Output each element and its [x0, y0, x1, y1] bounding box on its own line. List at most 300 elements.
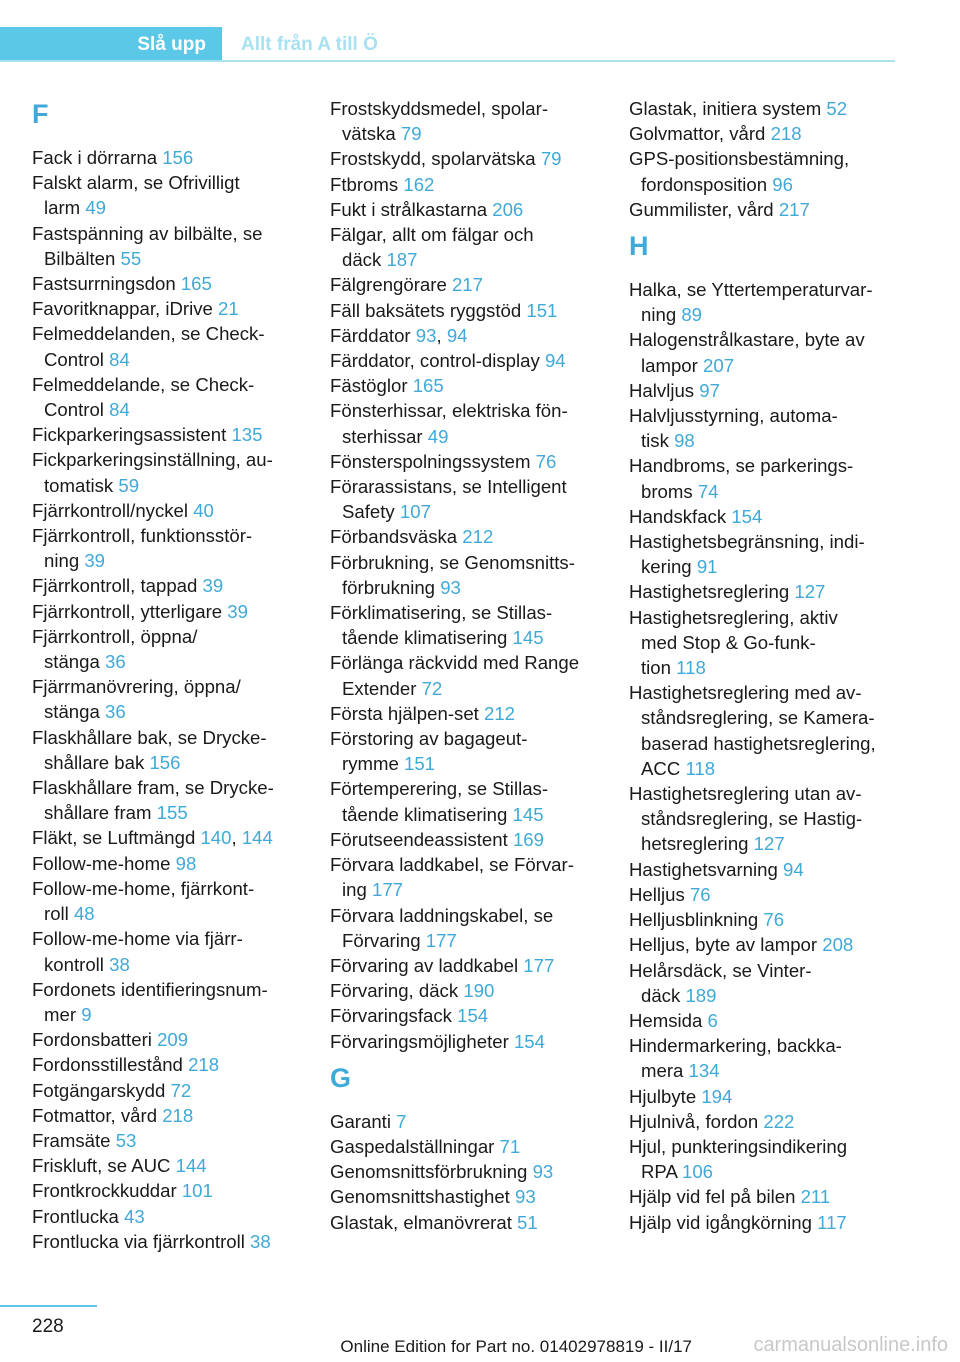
- page-ref-link[interactable]: 101: [181, 1180, 213, 1202]
- entry-text: Förtemperering, se Stillas-: [330, 778, 549, 800]
- index-entry: [32, 372, 300, 422]
- page-ref-link[interactable]: 55: [120, 247, 142, 269]
- entry-text: mer: [44, 1003, 82, 1025]
- page-ref-link[interactable]: 140: [200, 827, 232, 849]
- index-column-2: [330, 96, 598, 1235]
- index-entry: [330, 1159, 598, 1184]
- page-ref-link[interactable]: 40: [193, 499, 214, 521]
- entry-text: Hastighetsbegränsning, indi-: [629, 531, 865, 553]
- tab-sla-upp[interactable]: Slå upp: [0, 27, 222, 62]
- entry-text: Gummilister, vård: [629, 198, 779, 220]
- page-ref-link[interactable]: 177: [425, 929, 457, 951]
- entry-text: vätska: [342, 123, 401, 145]
- entry-text: Förvara laddningskabel, se: [330, 904, 554, 926]
- entry-text: GPS-positionsbestämning,: [629, 148, 850, 170]
- index-entry: [330, 373, 598, 398]
- index-entry: [330, 1134, 598, 1159]
- entry-text: Golvmattor, vård: [629, 123, 771, 145]
- entry-text: Hastighetsreglering: [629, 581, 795, 603]
- entry-text: lampor: [641, 354, 704, 376]
- index-entry: [32, 523, 300, 573]
- footer-rule: [0, 1305, 97, 1307]
- index-entry: [330, 524, 598, 549]
- index-entry: [32, 926, 300, 976]
- entry-text: Hjälp vid fel på bilen: [629, 1186, 801, 1208]
- index-entry: [330, 172, 598, 197]
- page-ref-link[interactable]: 117: [817, 1211, 847, 1233]
- entry-text: Frostskydd, spolarvätska: [330, 148, 541, 170]
- entry-text: Fickparkeringsinställning, au-: [32, 449, 273, 471]
- page-ref-link[interactable]: 190: [463, 980, 495, 1002]
- page-ref-link[interactable]: 154: [513, 1030, 545, 1052]
- entry-text: Frontlucka: [32, 1205, 124, 1227]
- page-ref-link[interactable]: 145: [512, 627, 544, 649]
- page-ref-link[interactable]: 177: [523, 954, 555, 976]
- entry-text: broms: [641, 480, 698, 502]
- entry-text: Helljus: [629, 883, 690, 905]
- entry-text: Follow-me-home, fjärrkont-: [32, 877, 255, 899]
- index-entry: [330, 197, 598, 222]
- page-ref-link[interactable]: 206: [492, 198, 524, 220]
- page-ref-link[interactable]: 156: [149, 751, 181, 773]
- page-ref-link[interactable]: 59: [118, 474, 140, 496]
- page-ref-link[interactable]: 84: [109, 399, 130, 421]
- index-entry: [330, 1029, 598, 1054]
- entry-text: däck: [342, 249, 387, 271]
- entry-text: Fjärrmanövrering, öppna/: [32, 676, 241, 698]
- page-ref-link[interactable]: 79: [400, 123, 422, 145]
- page-ref-link[interactable]: 36: [105, 651, 126, 673]
- page-ref-link[interactable]: 118: [685, 757, 716, 779]
- entry-text: Hastighetsvarning: [629, 858, 783, 880]
- page-ref-link[interactable]: 144: [241, 827, 273, 849]
- index-entry: [330, 474, 598, 524]
- page-ref-link[interactable]: 36: [105, 701, 126, 723]
- page-ref-link[interactable]: 94: [446, 324, 468, 346]
- page-ref-link[interactable]: 165: [412, 375, 444, 397]
- index-entry: Fläkt, se Luftmängd 140, 144: [32, 827, 273, 849]
- entry-text: Hjul, punkteringsindikering: [629, 1135, 848, 1157]
- entry-text: Förvara laddkabel, se Förvar-: [330, 854, 574, 876]
- index-entry: [330, 852, 598, 902]
- entry-text: Halka, se Yttertemperaturvar-: [629, 279, 873, 301]
- index-entry: [330, 726, 598, 776]
- entry-text: Safety: [342, 501, 400, 523]
- watermark: carmanualsonline.info: [753, 1334, 948, 1356]
- entry-text: Framsäte: [32, 1129, 116, 1151]
- index-entry: [330, 827, 598, 852]
- index-entry: [629, 96, 897, 121]
- page-ref-link[interactable]: 162: [403, 173, 435, 195]
- page-ref-link[interactable]: 151: [526, 299, 558, 321]
- page-ref-link[interactable]: 145: [512, 803, 544, 825]
- entry-text: Fästöglor: [330, 375, 413, 397]
- entry-text: ing: [342, 879, 372, 901]
- index-entry: [629, 504, 897, 529]
- index-entry: [32, 145, 300, 170]
- page-ref-link[interactable]: 72: [421, 677, 443, 699]
- page-ref-link[interactable]: 154: [731, 505, 763, 527]
- entry-text: Control: [44, 399, 110, 421]
- index-entry: [330, 1210, 598, 1235]
- page-ref-link[interactable]: 209: [157, 1029, 189, 1051]
- page-ref-link[interactable]: 39: [227, 600, 248, 622]
- index-entry: [629, 857, 897, 882]
- index-entry: [629, 121, 897, 146]
- page-ref-link[interactable]: 84: [109, 348, 130, 370]
- page-ref-link[interactable]: 107: [399, 501, 431, 523]
- page-ref-link[interactable]: 127: [753, 833, 785, 855]
- entry-text: Fjärrkontroll, tappad: [32, 575, 203, 597]
- page-ref-link[interactable]: 211: [800, 1186, 831, 1208]
- index-entry: [629, 907, 897, 932]
- entry-text: kering: [641, 556, 697, 578]
- page-ref-link[interactable]: 43: [123, 1205, 145, 1227]
- entry-text: Hjälp vid igångkörning: [629, 1211, 818, 1233]
- page-ref-link[interactable]: 156: [162, 147, 194, 168]
- index-entry: [32, 624, 300, 674]
- index-entry: [629, 958, 897, 1008]
- page-ref-link[interactable]: 106: [682, 1161, 714, 1183]
- entry-text: Fordonets identifieringsnum-: [32, 978, 268, 1000]
- entry-text: Färddator, control-display: [330, 350, 545, 372]
- entry-text: förbrukning: [342, 576, 441, 598]
- index-entry: [32, 1128, 300, 1153]
- page-ref-link[interactable]: 7: [396, 1110, 407, 1132]
- page-ref-link[interactable]: 76: [535, 450, 557, 472]
- entry-text: ACC: [641, 757, 686, 779]
- index-entry: [330, 222, 598, 272]
- index-entry: [330, 550, 598, 600]
- index-entry: [32, 851, 300, 876]
- entry-text: tående klimatisering: [342, 803, 513, 825]
- entry-text: Gaspedalställningar: [330, 1135, 500, 1157]
- page-ref-link[interactable]: 74: [697, 480, 719, 502]
- entry-text: tående klimatisering: [342, 627, 513, 649]
- index-entry: [629, 1210, 897, 1235]
- entry-text: Fordonsbatteri: [32, 1029, 158, 1051]
- entry-text: ning: [641, 304, 682, 326]
- entry-text: Hjulnivå, fordon: [629, 1110, 764, 1132]
- section-letter: G: [330, 1062, 352, 1093]
- page-ref-link[interactable]: 127: [794, 581, 826, 603]
- page-ref-link[interactable]: 93: [515, 1186, 536, 1208]
- index-entry: [32, 221, 300, 271]
- page-ref-link[interactable]: 217: [778, 198, 810, 220]
- index-entry: [629, 197, 897, 222]
- index-entry: [32, 1078, 300, 1103]
- entry-text: Frontlucka via fjärrkontroll: [32, 1230, 251, 1252]
- entry-text: Flaskhållare fram, se Drycke-: [32, 777, 274, 799]
- index-entry: [629, 680, 897, 781]
- entry-text: shållare bak: [44, 751, 150, 773]
- index-entry: [32, 1204, 300, 1229]
- entry-text: Fjärrkontroll, ytterligare: [32, 600, 228, 622]
- entry-text: Fjärrkontroll, funktionsstör-: [32, 525, 253, 547]
- entry-text: mera: [641, 1060, 689, 1082]
- index-entry: [32, 775, 300, 825]
- index-entry: [330, 953, 598, 978]
- entry-text: tisk: [641, 430, 675, 452]
- entry-text: Fotmattor, vård: [32, 1104, 163, 1126]
- entry-text: Fläkt, se Luftmängd: [32, 827, 201, 849]
- page-ref-link[interactable]: 217: [451, 274, 483, 296]
- page-ref-link[interactable]: 94: [783, 858, 804, 880]
- index-entry: [330, 1003, 598, 1028]
- entry-text: Handbroms, se parkerings-: [629, 455, 854, 477]
- entry-text: Förutseendeassistent: [330, 828, 513, 850]
- index-entry: [629, 277, 897, 327]
- page-ref-link[interactable]: 48: [73, 903, 95, 925]
- edition-note: Online Edition for Part no. 01402978819 - II/17: [340, 1337, 692, 1356]
- entry-text: Fukt i strålkastarna: [330, 198, 493, 220]
- page-ref-link[interactable]: 144: [175, 1155, 207, 1177]
- page-ref-link[interactable]: 98: [674, 430, 695, 452]
- page-ref-link[interactable]: 38: [250, 1230, 271, 1252]
- index-entry: [330, 298, 598, 323]
- page-ref-link[interactable]: 79: [540, 148, 562, 170]
- entry-text: ståndsreglering, se Kamera-: [641, 707, 875, 729]
- page-ref-link[interactable]: 207: [703, 354, 735, 376]
- index-entry: [32, 1178, 300, 1203]
- entry-text: Falskt alarm, se Ofrivilligt: [32, 172, 240, 194]
- index-entry: [330, 146, 598, 171]
- index-entry: [330, 903, 598, 953]
- header-nav: [0, 27, 895, 61]
- index-entry: [629, 605, 897, 681]
- page-ref-link[interactable]: 39: [202, 575, 224, 597]
- page-ref-link[interactable]: 187: [386, 249, 418, 271]
- entry-text: Fotgängarskydd: [32, 1079, 171, 1101]
- entry-text: med Stop & Go-funk-: [641, 631, 816, 653]
- index-entry: [32, 977, 300, 1027]
- index-entry: [32, 1052, 300, 1077]
- index-entry: [330, 776, 598, 826]
- page-ref-link[interactable]: 53: [115, 1129, 137, 1151]
- entry-text: Förarassistans, se Intelligent: [330, 476, 567, 498]
- page-ref-link[interactable]: 169: [512, 828, 544, 850]
- entry-text: Flaskhållare bak, se Drycke-: [32, 726, 267, 748]
- entry-text: fordonsposition: [641, 173, 773, 195]
- entry-text: larm: [44, 197, 86, 219]
- page-ref-link[interactable]: 154: [457, 1005, 489, 1027]
- index-entry: [330, 1109, 598, 1134]
- index-entry: [32, 1027, 300, 1052]
- entry-text: Hindermarkering, backka-: [629, 1035, 842, 1057]
- tab-allt-fran-a-till-o[interactable]: Allt från A till Ö: [241, 33, 378, 55]
- entry-text: RPA: [641, 1161, 682, 1183]
- entry-text: Bilbälten: [44, 247, 121, 269]
- index-entry: [330, 701, 598, 726]
- page-ref-link[interactable]: 97: [699, 379, 720, 401]
- page-ref-link[interactable]: 93: [532, 1161, 554, 1183]
- page-ref-link[interactable]: 134: [688, 1060, 720, 1082]
- page-ref-link[interactable]: 165: [180, 273, 212, 295]
- index-entry: [629, 1008, 897, 1033]
- entry-text: Garanti: [330, 1110, 397, 1132]
- entry-text: Glastak, initiera system: [629, 98, 827, 119]
- entry-text: Fordonsstillestånd: [32, 1054, 189, 1076]
- page-ref-link[interactable]: 39: [84, 550, 106, 572]
- index-entry: [629, 403, 897, 453]
- entry-text: Genomsnittshastighet: [330, 1186, 516, 1208]
- page-ref-link[interactable]: 6: [707, 1009, 718, 1031]
- entry-text: Förklimatisering, se Stillas-: [330, 602, 553, 624]
- page-ref-link[interactable]: 118: [676, 657, 706, 679]
- page-ref-link[interactable]: 218: [162, 1104, 194, 1126]
- entry-text: Fack i dörrarna: [32, 147, 163, 168]
- page-number: 228: [32, 1316, 64, 1337]
- entry-text: Halogenstrålkastare, byte av: [629, 329, 865, 351]
- page-ref-link[interactable]: 208: [822, 934, 854, 956]
- page-ref-link[interactable]: 151: [403, 753, 436, 775]
- page-ref-link[interactable]: 177: [371, 879, 404, 901]
- index-entry: [330, 978, 598, 1003]
- entry-text: roll: [44, 903, 74, 925]
- entry-text: ståndsreglering, se Hastig-: [641, 808, 863, 830]
- entry-text: Färddator: [330, 324, 416, 346]
- entry-text: Första hjälpen-set: [330, 702, 484, 724]
- index-entry: [32, 271, 300, 296]
- page-ref-link[interactable]: 218: [770, 123, 802, 145]
- entry-text: Helljusblinkning: [629, 909, 764, 931]
- entry-text: Helljus, byte av lampor: [629, 934, 823, 956]
- page-ref-link[interactable]: 222: [763, 1110, 795, 1132]
- entry-text: hetsreglering: [641, 833, 754, 855]
- page-ref-link[interactable]: 218: [188, 1054, 220, 1076]
- entry-text: Halvljus: [629, 379, 700, 401]
- page-ref-link[interactable]: 9: [81, 1003, 92, 1025]
- index-entry: [629, 1184, 897, 1209]
- page-ref-link[interactable]: 91: [696, 556, 718, 578]
- index-entry: [32, 674, 300, 724]
- page-ref-link[interactable]: 93: [415, 324, 437, 346]
- page-ref-link[interactable]: 52: [826, 98, 848, 119]
- entry-text: Fönsterhissar, elektriska fön-: [330, 400, 568, 422]
- entry-text: Follow-me-home via fjärr-: [32, 928, 243, 950]
- index-entry: [32, 1103, 300, 1128]
- index-entry: [629, 529, 897, 579]
- page-ref-link[interactable]: 135: [231, 424, 263, 446]
- index-entry: Färddator 93, 94: [330, 324, 468, 346]
- index-entry: [330, 600, 598, 650]
- section-letter: F: [32, 99, 49, 129]
- index-entry: [629, 579, 897, 604]
- page-ref-link[interactable]: 93: [440, 576, 461, 598]
- index-entry: [32, 422, 300, 447]
- entry-text: Fickparkeringsassistent: [32, 424, 232, 446]
- index-entry: [629, 378, 897, 403]
- entry-text: Förvaring av laddkabel: [330, 954, 524, 976]
- entry-text: Fastsurrningsdon: [32, 273, 181, 295]
- entry-text: tion: [641, 657, 677, 679]
- index-entry: [32, 599, 300, 624]
- page-ref-link[interactable]: 21: [218, 298, 239, 320]
- entry-text: Control: [44, 348, 110, 370]
- page-ref-link[interactable]: 189: [685, 984, 717, 1006]
- entry-text: Ftbroms: [330, 173, 404, 195]
- index-entry: [330, 1184, 598, 1209]
- entry-text: stänga: [44, 701, 105, 723]
- page-ref-link[interactable]: 76: [689, 883, 711, 905]
- page-ref-link[interactable]: 89: [681, 304, 703, 326]
- entry-text: Förvaring: [342, 929, 426, 951]
- page-ref-link[interactable]: 72: [170, 1079, 192, 1101]
- index-entry: [629, 453, 897, 503]
- entry-text: däck: [641, 984, 686, 1006]
- page-ref-link[interactable]: 71: [499, 1135, 521, 1157]
- entry-text: Fastspänning av bilbälte, se: [32, 222, 263, 244]
- entry-text: Felmeddelande, se Check-: [32, 373, 255, 395]
- index-entry: [32, 321, 300, 371]
- entry-text: Follow-me-home: [32, 852, 176, 874]
- page-ref-link[interactable]: 38: [109, 953, 130, 975]
- entry-text: Helårsdäck, se Vinter-: [629, 959, 812, 981]
- page-ref-link[interactable]: 51: [517, 1211, 538, 1233]
- page-ref-link[interactable]: 94: [544, 350, 566, 372]
- entry-text: Handskfack: [629, 505, 732, 527]
- index-entry: [330, 449, 598, 474]
- entry-text: stänga: [44, 651, 105, 673]
- index-entry: [629, 146, 897, 196]
- index-entry: [32, 573, 300, 598]
- entry-text: Förvaring, däck: [330, 980, 464, 1002]
- entry-text: Friskluft, se AUC: [32, 1155, 176, 1177]
- page-ref-link[interactable]: 76: [763, 909, 785, 931]
- entry-text: Hastighetsreglering, aktiv: [629, 606, 838, 628]
- entry-text: baserad hastighetsreglering,: [641, 732, 876, 754]
- entry-text: Fälgrengörare: [330, 274, 452, 296]
- index-entry: [330, 96, 598, 146]
- entry-text: Förvaringsfack: [330, 1005, 458, 1027]
- entry-text: Frontkrockkuddar: [32, 1180, 182, 1202]
- index-entry: [629, 327, 897, 377]
- index-column-1: [32, 96, 300, 1254]
- index-entry: [629, 1033, 897, 1083]
- page-ref-link[interactable]: 155: [156, 802, 188, 824]
- index-entry: [32, 296, 300, 321]
- index-entry: [330, 650, 598, 700]
- entry-text: Frostskyddsmedel, spolar-: [330, 98, 549, 119]
- entry-text: tomatisk: [44, 474, 119, 496]
- index-entry: [32, 447, 300, 497]
- page-ref-link[interactable]: 49: [85, 197, 107, 219]
- index-column-3: [629, 96, 897, 1235]
- index-entry: [629, 1084, 897, 1109]
- page-ref-link[interactable]: 194: [701, 1085, 733, 1107]
- entry-text: Hemsida: [629, 1009, 708, 1031]
- entry-text: Hastighetsreglering med av-: [629, 682, 862, 704]
- entry-text: Förlänga räckvidd med Range: [330, 652, 580, 674]
- entry-text: ning: [44, 550, 85, 572]
- index-entry: [330, 272, 598, 297]
- page-ref-link[interactable]: 212: [462, 526, 494, 548]
- index-entry: [629, 1134, 897, 1184]
- page-ref-link[interactable]: 98: [175, 852, 197, 874]
- entry-text: Halvljusstyrning, automa-: [629, 405, 838, 427]
- page-ref-link[interactable]: 212: [484, 702, 516, 724]
- index-entry: [330, 398, 598, 448]
- entry-text: Hjulbyte: [629, 1085, 702, 1107]
- index-entry: [629, 882, 897, 907]
- entry-text: Felmeddelanden, se Check-: [32, 323, 265, 345]
- entry-text: Förstoring av bagageut-: [330, 728, 528, 750]
- entry-text: Förvaringsmöjligheter: [330, 1030, 514, 1052]
- entry-text: kontroll: [44, 953, 110, 975]
- page-ref-link[interactable]: 49: [427, 425, 449, 447]
- entry-text: shållare fram: [44, 802, 157, 824]
- page-ref-link[interactable]: 96: [772, 173, 793, 195]
